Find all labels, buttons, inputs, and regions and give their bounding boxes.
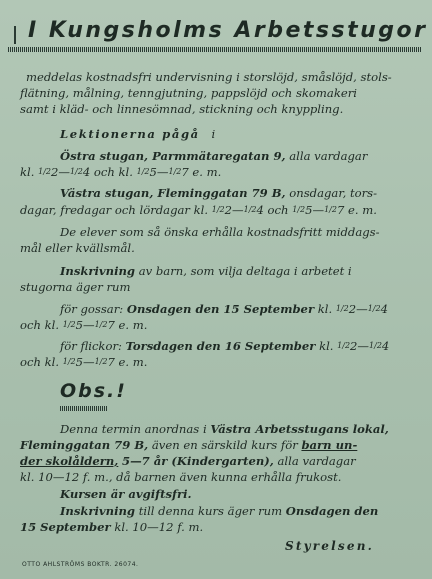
printer-imprint: OTTO AHLSTRÖMS BOKTR. 26074. (22, 561, 139, 568)
lessons-heading-text: Lektionerna pågå (60, 127, 200, 141)
half-fraction: 1/2 (62, 320, 76, 329)
half-fraction: 1/2 (367, 304, 381, 313)
ostra-time-d: 7 e. m. (181, 165, 222, 179)
obs-heading: Obs.! (60, 380, 127, 402)
ostra-line-1 (60, 149, 367, 163)
vastra-line-2 (20, 203, 377, 217)
half-fraction: 1/2 (324, 205, 337, 214)
girls-label: för flickor: (60, 339, 122, 353)
boys-date: Onsdagen den 15 September (126, 302, 315, 316)
boys-time-c: 5— (75, 318, 95, 332)
obs-line-2 (20, 438, 357, 452)
intro-line-2: flätning, målning, tenngjutning, pappslöjd och skomakeri (20, 86, 357, 100)
ostra-kl: kl. (20, 165, 35, 179)
intro-line-1: meddelas kostnadsfri undervisning i storslöjd, småslöjd, stols- (26, 70, 392, 84)
signature: Styrelsen. (285, 539, 374, 553)
obs-line-6 (60, 504, 378, 518)
obs-time: kl. 10—12 f. m. (114, 520, 204, 534)
vastra-time-a: 2— (224, 203, 244, 217)
vastra-name: Västra stugan, Fleminggatan 79 B, (60, 186, 286, 200)
girls-kl: kl. (319, 339, 334, 353)
half-fraction: 1/2 (69, 167, 83, 176)
boys-time-a: 2— (348, 302, 368, 316)
meal-line-2: mål eller kvällsmål. (20, 241, 135, 255)
ostra-time-b: 4 och kl. (82, 165, 133, 179)
obs-l6-text: till denna kurs äger rum (138, 504, 283, 518)
obs-days: alla vardagar (277, 454, 356, 468)
vastra-line-1 (60, 186, 377, 200)
girls-kl-2: och kl. (20, 355, 60, 369)
obs-age: 5—7 år (Kindergarten), (122, 454, 274, 468)
obs-l2-text: även en särskild kurs för (151, 438, 298, 452)
obs-rule (60, 406, 108, 411)
girls-date: Torsdagen den 16 September (125, 339, 316, 353)
obs-date-a: Onsdagen den (285, 504, 379, 518)
registration-line-1 (60, 264, 352, 278)
boys-kl-2: och kl. (20, 318, 60, 332)
girls-time-b: 4 (381, 339, 390, 353)
ostra-time-c: 5— (149, 165, 169, 179)
obs-line-5: Kursen är avgiftsfri. (60, 487, 192, 501)
half-fraction: 1/2 (38, 167, 51, 176)
girls-time-a: 2— (350, 339, 370, 353)
half-fraction: 1/2 (94, 320, 108, 329)
ostra-time-a: 2— (50, 165, 70, 179)
obs-address: Fleminggatan 79 B, (20, 438, 149, 452)
obs-l1-text: Denna termin anordnas i (60, 422, 207, 436)
half-fraction: 1/2 (335, 304, 349, 313)
page-title: I Kungsholms Arbetsstugor (28, 18, 428, 43)
half-fraction: 1/2 (369, 341, 382, 350)
ostra-name: Östra stugan, Parmmätaregatan 9, (60, 149, 286, 163)
half-fraction: 1/2 (292, 205, 306, 214)
boys-line-1 (60, 302, 388, 316)
title-rule (8, 47, 422, 52)
half-fraction: 1/2 (168, 167, 182, 176)
boys-line-2 (20, 318, 147, 332)
obs-children-b: der skolåldern, (20, 454, 119, 468)
boys-time-b: 4 (380, 302, 388, 316)
ostra-days: alla vardagar (289, 149, 368, 163)
obs-line-3 (20, 454, 356, 468)
obs-l1-venue: Västra Arbetsstugans lokal, (210, 422, 389, 436)
vastra-days-cont: dagar, fredagar och lördagar kl. (20, 203, 209, 217)
vastra-time-d: 7 e. m. (336, 203, 377, 217)
registration-intro: av barn, som vilja deltaga i arbetet i (138, 264, 352, 278)
obs-registration: Inskrivning (60, 504, 136, 518)
ostra-line-2 (20, 165, 221, 179)
obs-date-b: 15 September (20, 520, 111, 534)
vastra-time-b: 4 och (256, 203, 289, 217)
boys-time-d: 7 e. m. (107, 318, 148, 332)
lessons-heading (60, 127, 217, 141)
half-fraction: 1/2 (337, 341, 351, 350)
registration-heading: Inskrivning (60, 264, 136, 278)
title-bar-mark (14, 26, 16, 44)
registration-line-2: stugorna äger rum (20, 280, 131, 294)
half-fraction: 1/2 (243, 205, 257, 214)
half-fraction: 1/2 (62, 357, 76, 366)
obs-line-4: kl. 10—12 f. m., då barnen även kunna erhålla frukost. (20, 470, 342, 484)
meal-line-1: De elever som så önska erhålla kostnadsfritt middags- (60, 225, 380, 239)
obs-line-7 (20, 520, 203, 534)
vastra-time-c: 5— (305, 203, 325, 217)
intro-line-3: samt i kläd- och linnesömnad, stickning och knyppling. (20, 102, 344, 116)
girls-time-d: 7 e. m. (107, 355, 148, 369)
lessons-heading-i: i (211, 127, 217, 141)
half-fraction: 1/2 (136, 167, 150, 176)
boys-label: för gossar: (60, 302, 124, 316)
half-fraction: 1/2 (94, 357, 108, 366)
vastra-days: onsdagar, tors- (289, 186, 378, 200)
boys-kl: kl. (317, 302, 333, 316)
girls-time-c: 5— (75, 355, 95, 369)
obs-line-1 (60, 422, 389, 436)
half-fraction: 1/2 (211, 205, 225, 214)
girls-line-2 (20, 355, 147, 369)
obs-children-a: barn un- (301, 438, 358, 452)
girls-line-1 (60, 339, 389, 353)
